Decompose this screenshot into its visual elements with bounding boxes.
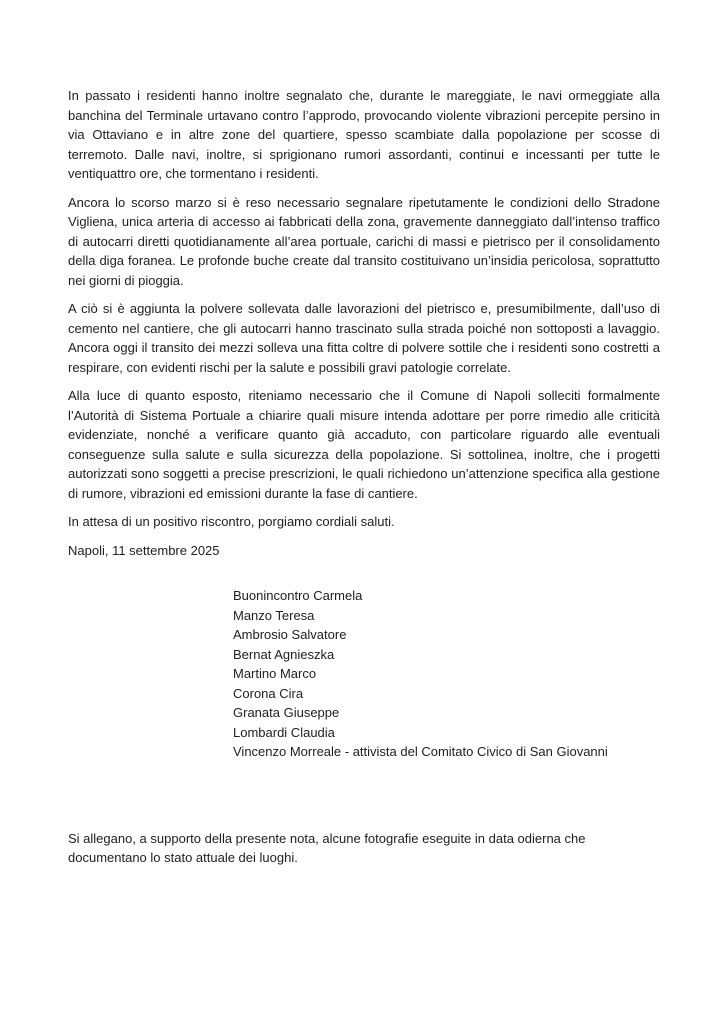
signature-name: Buonincontro Carmela bbox=[233, 588, 363, 603]
signature-name: Manzo Teresa bbox=[233, 607, 315, 623]
signature-name: Bernat Agnieszka bbox=[233, 646, 335, 662]
body-paragraph-2: Ancora lo scorso marzo si è reso necessario segnalare ripetutamente le condizioni dello Stradone Vigliena, unica arteria di accesso ai fabbricati della zona, gravemente danneggiato dall’intenso traffico di autocarri diretti quotidianamente all’area portuale, carichi di massi e pietrisco per il consolidamento della diga foranea. Le profonde buche create dal transito costituivano un’insidia pericolosa, soprattutto nei giorni di pioggia. bbox=[68, 194, 660, 288]
body-paragraph-4: Alla luce di quanto esposto, riteniamo necessario che il Comune di Napoli solleciti formalmente l’Autorità di Sistema Portuale a chiarire quali misure intenda adottare per porre rimedio alle criticità evidenziate, nonché a verificare quanto già accaduto, con particolare riguardo alle eventuali conseguenze sulla salute e sulla sicurezza della popolazione. Si sottolinea, inoltre, che i progetti autorizzati sono soggetti a precise prescrizioni, le quali richiedono un’attenzione specifica alla gestione di rumore, vibrazioni ed emissioni durante la fase di cantiere. bbox=[68, 388, 660, 501]
signature-name: Granata Giuseppe bbox=[233, 705, 340, 720]
signature-name: Vincenzo Morreale - attivista del Comitato Civico di San Giovanni bbox=[233, 744, 608, 759]
attachment-note: Si allegano, a supporto della presente nota, alcune fotografie eseguite in data odierna che documentano lo stato attuale dei luoghi. bbox=[68, 830, 586, 865]
dateline: Napoli, 11 settembre 2025 bbox=[68, 542, 220, 558]
signature-block bbox=[233, 586, 660, 762]
letter-body bbox=[68, 86, 660, 877]
signature-name: Martino Marco bbox=[233, 666, 317, 681]
signature-name: Corona Cira bbox=[233, 685, 304, 701]
closing-line: In attesa di un positivo riscontro, porgiamo cordiali saluti. bbox=[68, 514, 395, 529]
body-paragraph-3: A ciò si è aggiunta la polvere sollevata dalle lavorazioni del pietrisco e, presumibilmente, dall’uso di cemento nel cantiere, che gli autocarri hanno trascinato sulla strada poiché non sottoposti a lavaggio. Ancora oggi il transito dei mezzi solleva una fitta coltre di polvere sottile che i residenti sono costretti a respirare, con evidenti rischi per la salute e possibili gravi patologie correlate. bbox=[68, 301, 660, 375]
body-paragraph-1: In passato i residenti hanno inoltre segnalato che, durante le mareggiate, le navi ormeggiate alla banchina del Terminale urtavano contro l’approdo, provocando violente vibrazioni percepite persino in via Ottaviano e in altre zone del quartiere, spesso scambiate dalla popolazione per scosse di terremoto. Dalle navi, inoltre, si sprigionano rumori assordanti, continui e incessanti per tutte le ventiquattro ore, che tormentano i residenti. bbox=[68, 88, 660, 181]
signature-name: Lombardi Claudia bbox=[233, 724, 335, 740]
signature-name: Ambrosio Salvatore bbox=[233, 627, 347, 642]
